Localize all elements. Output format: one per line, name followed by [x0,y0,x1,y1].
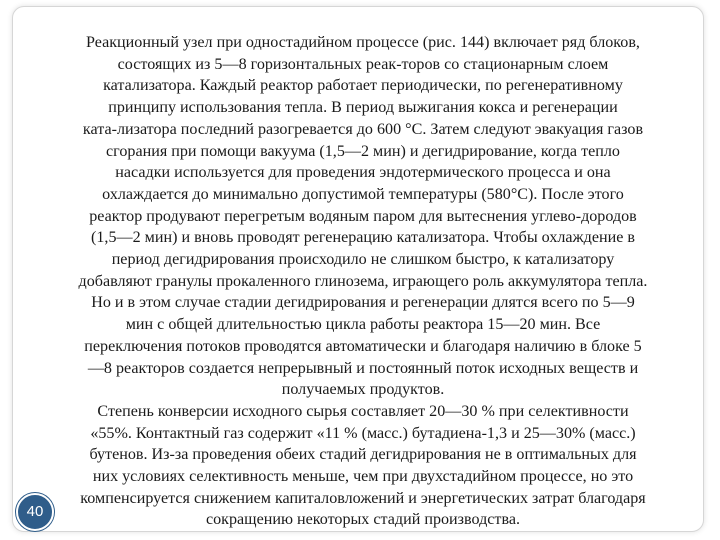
text-line: бутенов. Из-за проведения обеих стадий дегидрирования не в оптимальных для [89,446,637,464]
text-line: сокращению некоторых стадий производства. [205,511,521,529]
text-line: Степень конверсии исходного сырья составляет 20—30 % при селективности [97,402,629,420]
text-line: ката-лизатора последний разогревается до 600 °С. Затем следуют эвакуация газов [82,120,644,138]
text-line: период дегидрирования происходило не слишком быстро, к катализатору [111,251,615,269]
text-line: них условиях селективность меньше, чем при двухстадийном процессе, но это [92,468,634,486]
text-line: принципу использования тепла. В период выжигания кокса и регенерации [108,99,618,117]
body-text [36,32,690,531]
text-line: мин с общей длительностью цикла работы реактора 15—20 мин. Все [125,316,601,334]
text-line: катализатора. Каждый реактор работает периодически, по регенеративному [103,77,623,95]
text-line: реактор продувают перегретым водяным паром для вытеснения углево-дородов [89,207,637,225]
text-line: переключения потоков проводятся автоматически и благодаря наличию в блоке 5 [84,337,642,355]
text-line: компенсируется снижением капиталовложений и энергетических затрат благодаря [80,489,646,507]
page-number-badge: 40 [16,493,54,531]
text-line: «55%. Контактный газ содержит «11 % (масс.) бутадиена-1,3 и 25—30% (масс.) [90,424,636,442]
text-line: Реакционный узел при одностадийном процессе (рис. 144) включает ряд блоков, [86,34,640,51]
text-line: сгорания при помощи вакуума (1,5—2 мин) и дегидрирование, когда тепло [106,142,620,160]
text-line: получаемых продуктов. [281,381,445,399]
text-line: состоящих из 5—8 горизонтальных реак-торов со стационарным слоем [117,55,609,73]
text-line: —8 реакторов создается непрерывный и постоянный поток исходных веществ и [87,359,639,377]
text-line: насадки используется для проведения эндотермического процесса и она [115,164,611,182]
text-line: (1,5—2 мин) и вновь проводят регенерацию катализатора. Чтобы охлаждение в [91,229,635,247]
text-line: охлаждается до минимально допустимой температуры (580°С). После этого [102,185,624,203]
text-line: добавляют гранулы прокаленного глинозема, играющего роль аккумулятора тепла. [78,272,648,290]
text-line: Но и в этом случае стадии дегидрирования и регенерации длятся всего по 5—9 [91,294,635,312]
